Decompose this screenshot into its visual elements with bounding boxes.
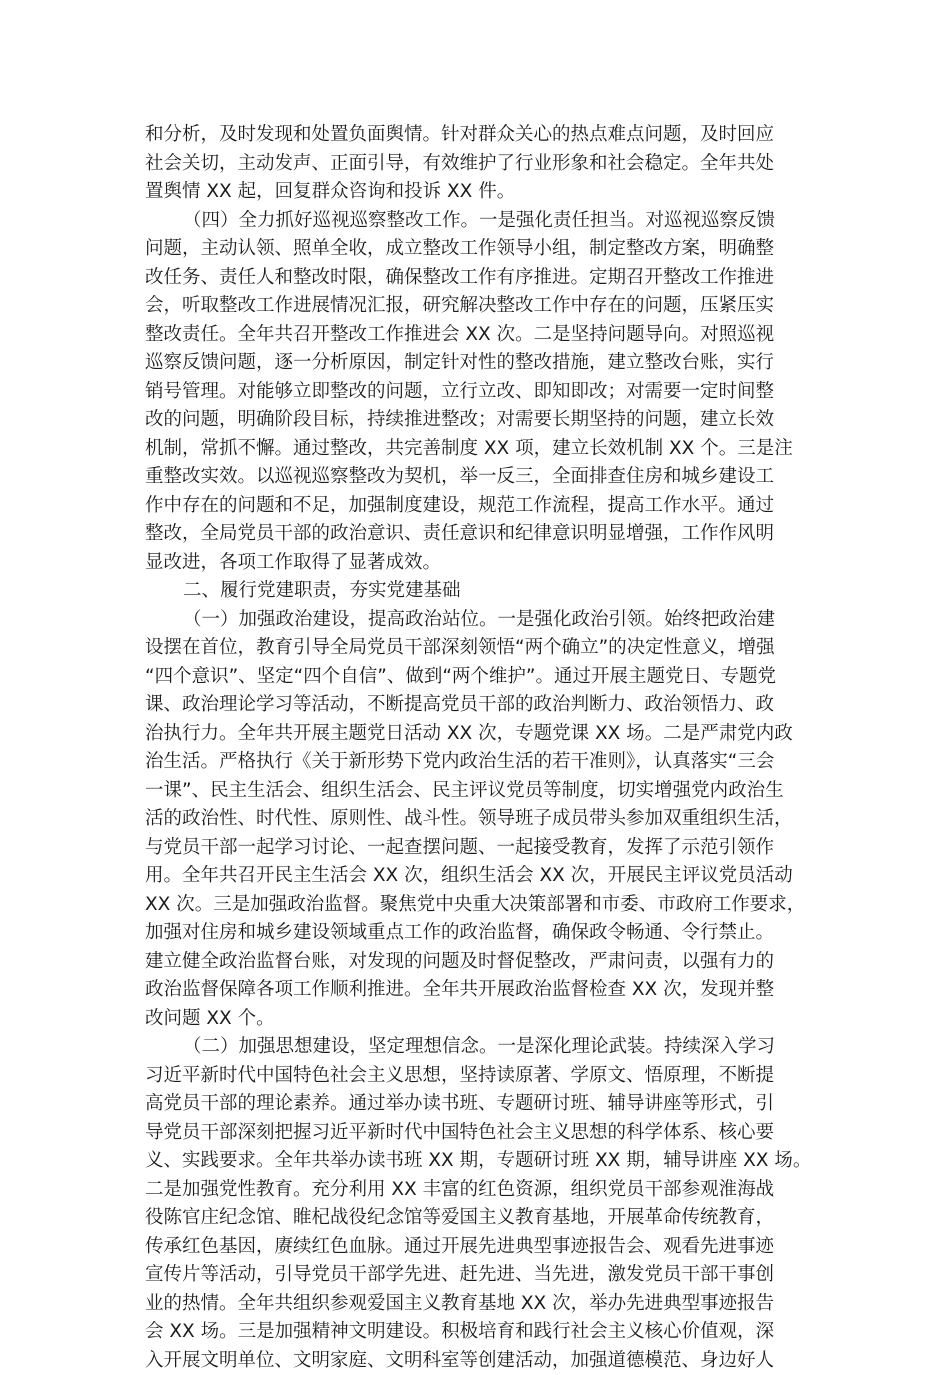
text-line: 入开展文明单位、文明家庭、文明科室等创建活动，加强道德模范、身边好人 bbox=[145, 1347, 820, 1375]
text-line: 社会关切，主动发声、正面引导，有效维护了行业形象和社会稳定。全年共处 bbox=[145, 150, 820, 179]
text-line: 一课”、民主生活会、组织生活会、民主评议党员等制度，切实增强党内政治生 bbox=[145, 777, 820, 806]
text-line: 高党员干部的理论素养。通过举办读书班、专题研讨班、辅导讲座等形式，引 bbox=[145, 1090, 820, 1119]
text-line: 业的热情。全年共组织参观爱国主义教育基地 XX 次，举办先进典型事迹报告 bbox=[145, 1290, 820, 1319]
text-line: 义、实践要求。全年共举办读书班 XX 期，专题研讨班 XX 期，辅导讲座 XX 场。 bbox=[145, 1147, 820, 1176]
text-line: “四个意识”、坚定“四个自信”、做到“两个维护”。通过开展主题党日、专题党 bbox=[145, 663, 820, 692]
text-line: 改任务、责任人和整改时限，确保整改工作有序推进。定期召开整改工作推进 bbox=[145, 264, 820, 293]
text-line: 改问题 XX 个。 bbox=[145, 1005, 820, 1034]
text-line: 会，听取整改工作进展情况汇报，研究解决整改工作中存在的问题，压紧压实 bbox=[145, 292, 820, 321]
text-line: 改的问题，明确阶段目标，持续推进整改；对需要长期坚持的问题，建立长效 bbox=[145, 406, 820, 435]
text-line: 会 XX 场。三是加强精神文明建设。积极培育和践行社会主义核心价值观，深 bbox=[145, 1318, 820, 1347]
text-line: 置舆情 XX 起，回复群众咨询和投诉 XX 件。 bbox=[145, 178, 820, 207]
text-line: 显改进，各项工作取得了显著成效。 bbox=[145, 549, 820, 578]
text-line: （四）全力抓好巡视巡察整改工作。一是强化责任担当。对巡视巡察反馈 bbox=[145, 207, 820, 236]
text-line: 机制，常抓不懈。通过整改，共完善制度 XX 项，建立长效机制 XX 个。三是注 bbox=[145, 435, 820, 464]
text-line: （一）加强政治建设，提高政治站位。一是强化政治引领。始终把政治建 bbox=[145, 606, 820, 635]
text-line: 治执行力。全年共开展主题党日活动 XX 次，专题党课 XX 场。二是严肃党内政 bbox=[145, 720, 820, 749]
text-line: 建立健全政治监督台账，对发现的问题及时督促整改，严肃问责，以强有力的 bbox=[145, 948, 820, 977]
text-line: 设摆在首位，教育引导全局党员干部深刻领悟“两个确立”的决定性意义，增强 bbox=[145, 634, 820, 663]
text-line: 二、履行党建职责，夯实党建基础 bbox=[145, 577, 820, 606]
text-line: 加强对住房和城乡建设领域重点工作的政治监督，确保政令畅通、令行禁止。 bbox=[145, 919, 820, 948]
text-line: 役陈官庄纪念馆、睢杞战役纪念馆等爱国主义教育基地，开展革命传统教育， bbox=[145, 1204, 820, 1233]
document-body bbox=[145, 121, 820, 1375]
text-line: 整改，全局党员干部的政治意识、责任意识和纪律意识明显增强，工作作风明 bbox=[145, 520, 820, 549]
text-line: 宣传片等活动，引导党员干部学先进、赶先进、当先进，激发党员干部干事创 bbox=[145, 1261, 820, 1290]
text-line: 用。全年共召开民主生活会 XX 次，组织生活会 XX 次，开展民主评议党员活动 bbox=[145, 862, 820, 891]
text-line: 导党员干部深刻把握习近平新时代中国特色社会主义思想的科学体系、核心要 bbox=[145, 1119, 820, 1148]
text-line: 课、政治理论学习等活动，不断提高党员干部的政治判断力、政治领悟力、政 bbox=[145, 691, 820, 720]
text-line: 二是加强党性教育。充分利用 XX 丰富的红色资源，组织党员干部参观淮海战 bbox=[145, 1176, 820, 1205]
text-line: （二）加强思想建设，坚定理想信念。一是深化理论武装。持续深入学习 bbox=[145, 1033, 820, 1062]
text-line: 巡察反馈问题，逐一分析原因，制定针对性的整改措施，建立整改台账，实行 bbox=[145, 349, 820, 378]
text-line: 活的政治性、时代性、原则性、战斗性。领导班子成员带头参加双重组织生活， bbox=[145, 805, 820, 834]
text-line: XX 次。三是加强政治监督。聚焦党中央重大决策部署和市委、市政府工作要求， bbox=[145, 891, 820, 920]
text-line: 传承红色基因，赓续红色血脉。通过开展先进典型事迹报告会、观看先进事迹 bbox=[145, 1233, 820, 1262]
text-line: 习近平新时代中国特色社会主义思想，坚持读原著、学原文、悟原理，不断提 bbox=[145, 1062, 820, 1091]
text-line: 问题，主动认领、照单全收，成立整改工作领导小组，制定整改方案，明确整 bbox=[145, 235, 820, 264]
text-line: 和分析，及时发现和处置负面舆情。针对群众关心的热点难点问题，及时回应 bbox=[145, 121, 820, 150]
text-line: 重整改实效。以巡视巡察整改为契机，举一反三，全面排查住房和城乡建设工 bbox=[145, 463, 820, 492]
text-line: 与党员干部一起学习讨论、一起查摆问题、一起接受教育，发挥了示范引领作 bbox=[145, 834, 820, 863]
text-line: 整改责任。全年共召开整改工作推进会 XX 次。二是坚持问题导向。对照巡视 bbox=[145, 321, 820, 350]
text-line: 治生活。严格执行《关于新形势下党内政治生活的若干准则》，认真落实“三会 bbox=[145, 748, 820, 777]
text-line: 销号管理。对能够立即整改的问题，立行立改、即知即改；对需要一定时间整 bbox=[145, 378, 820, 407]
text-line: 政治监督保障各项工作顺利推进。全年共开展政治监督检查 XX 次，发现并整 bbox=[145, 976, 820, 1005]
text-line: 作中存在的问题和不足，加强制度建设，规范工作流程，提高工作水平。通过 bbox=[145, 492, 820, 521]
